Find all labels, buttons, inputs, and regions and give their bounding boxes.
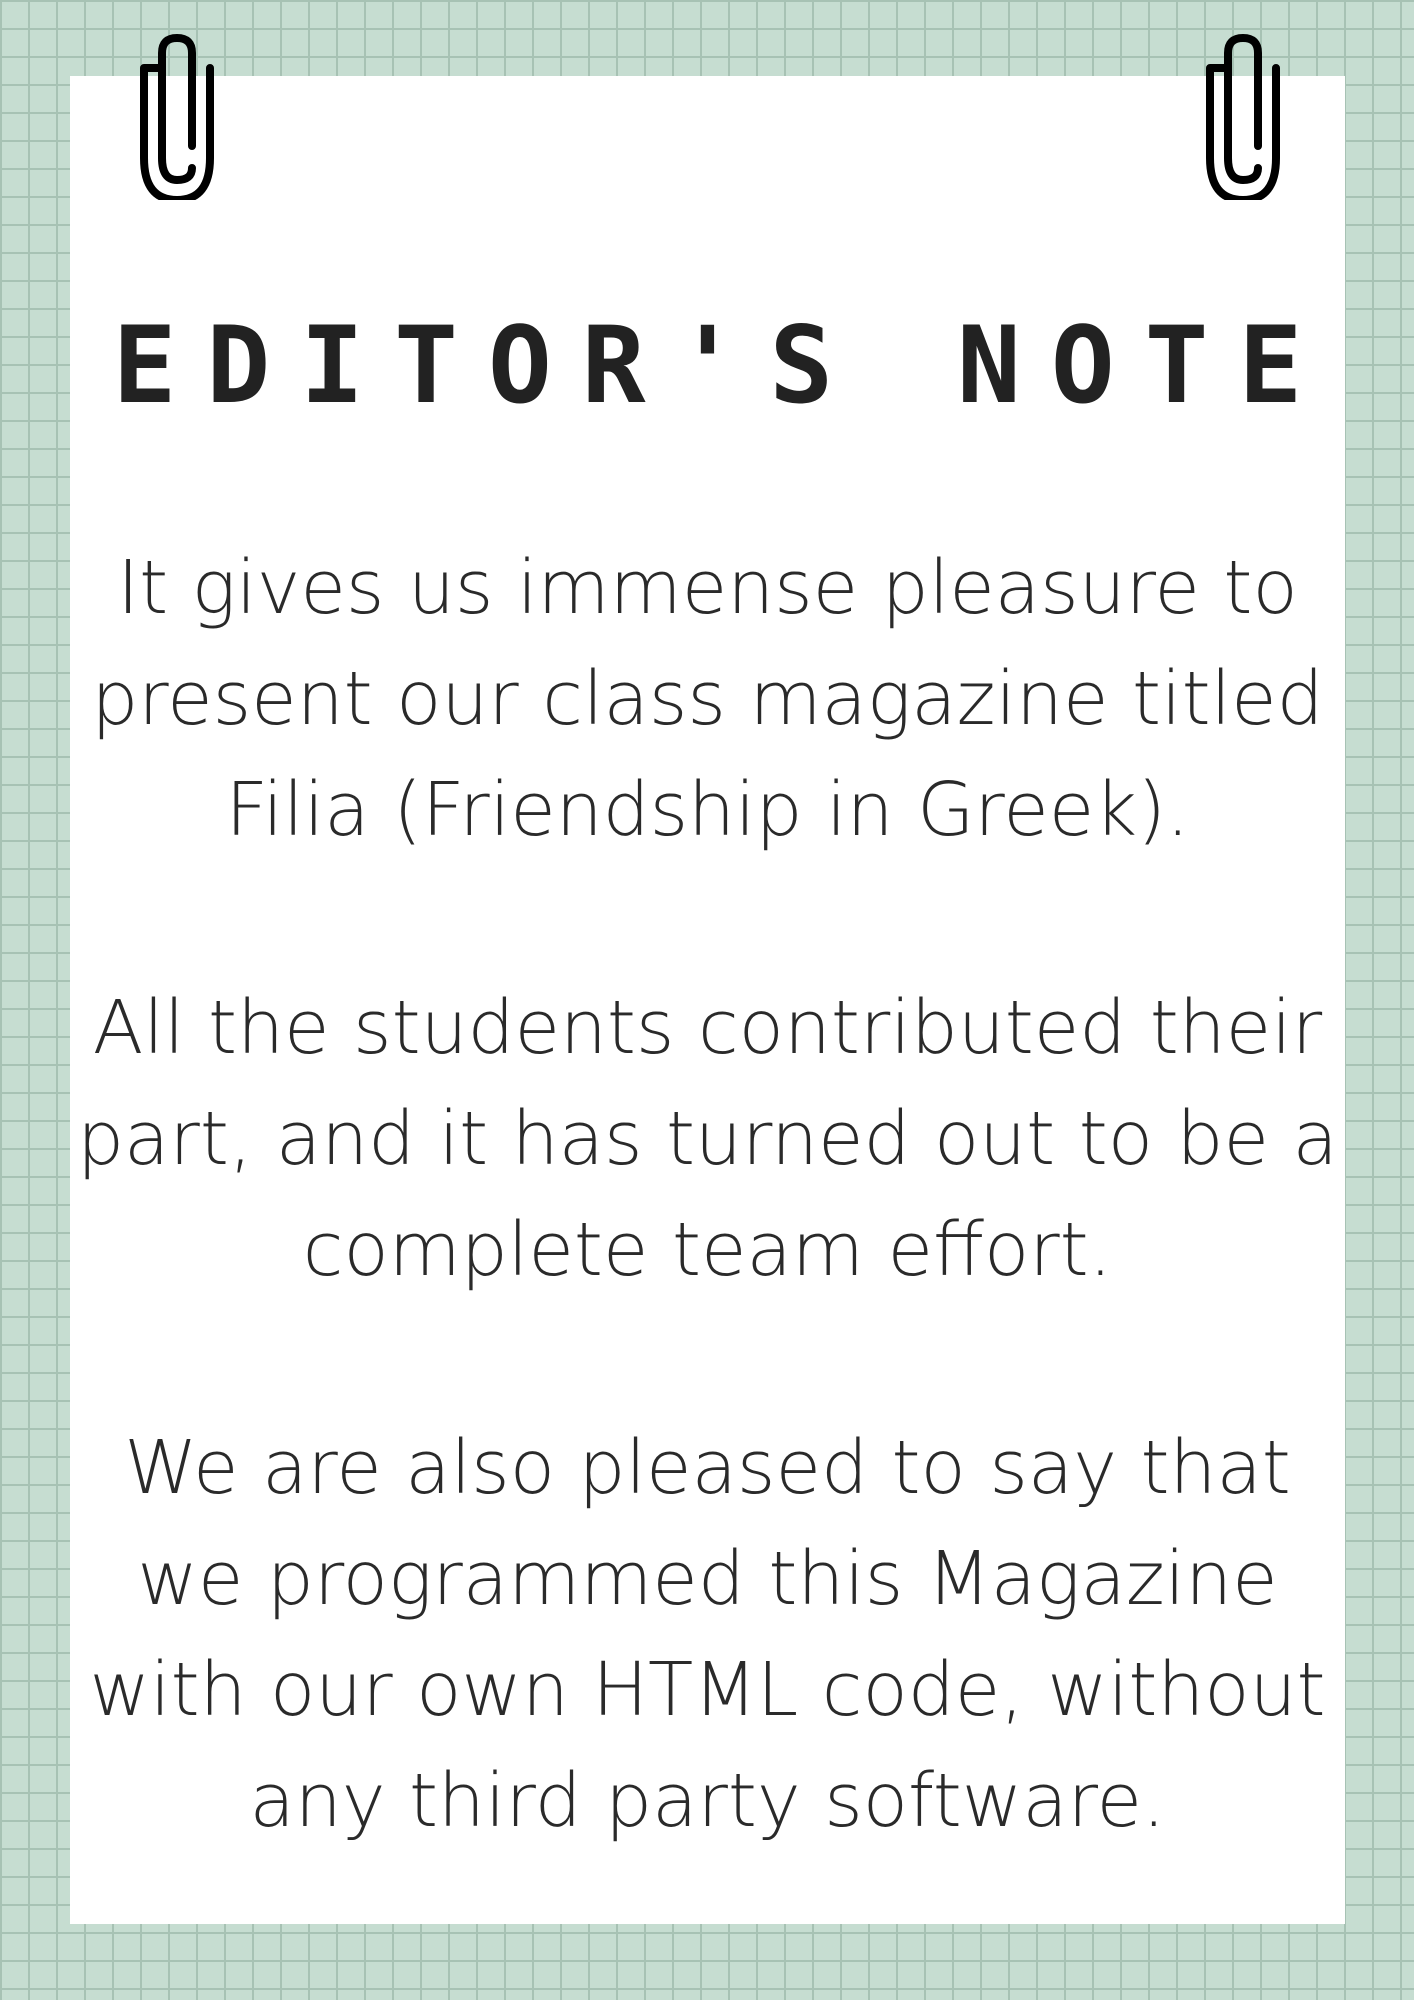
paragraph-intro: It gives us immense pleasure to present our class magazine titled Filia (Friendship in Greek). <box>91 545 1324 853</box>
paperclip-icon <box>132 28 222 200</box>
page-title: EDITOR'S NOTE <box>112 304 1333 427</box>
paragraph-html-code: We are also pleased to say that we programmed this Magazine with our own HTML code, without any third party software. <box>89 1425 1326 1844</box>
paragraph-teamwork: All the students contributed their part, and it has turned out to be a complete team effort. <box>77 985 1338 1293</box>
paperclip-icon <box>1198 28 1288 200</box>
